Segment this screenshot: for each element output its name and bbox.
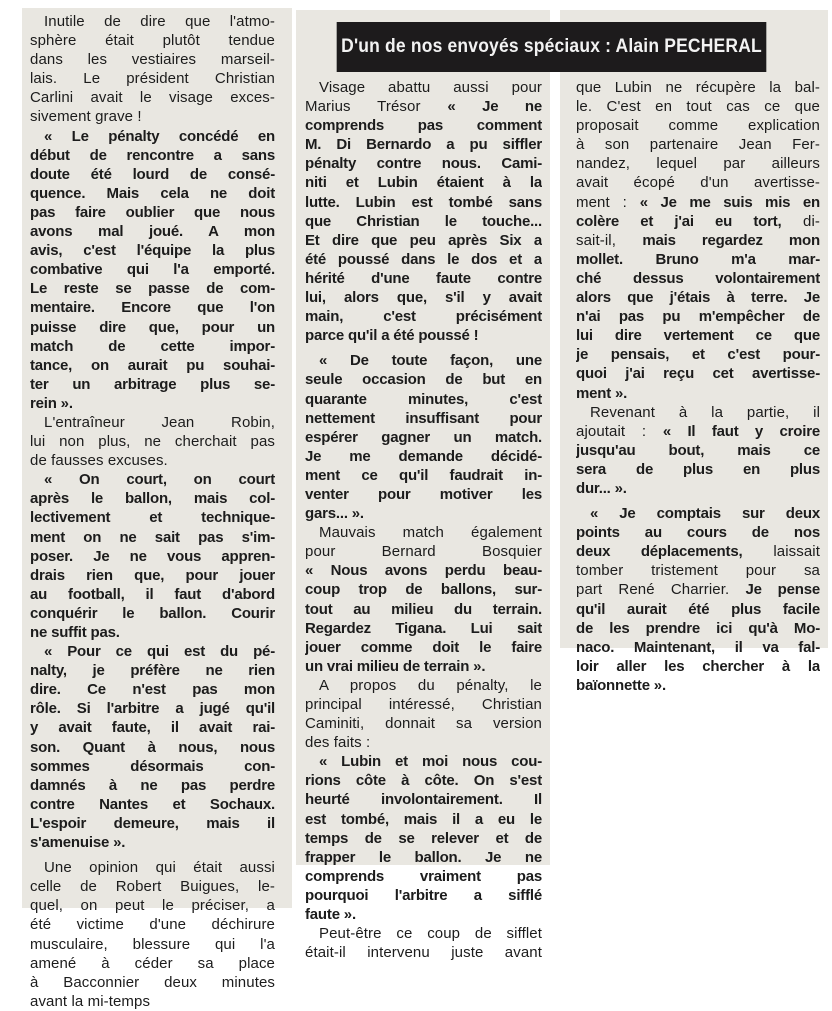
text-line: que Lubin ne récupère la bal- xyxy=(576,79,820,96)
text-segment: ment : xyxy=(576,193,640,211)
text-segment: Marius Trésor xyxy=(305,98,448,116)
text-line: était-il intervenu juste avant xyxy=(305,944,542,962)
text-line: ter un arbitrage plus se- xyxy=(30,375,275,393)
text-line: venter pour motiver les xyxy=(305,485,542,503)
text-line: pas faire oublier que nous xyxy=(30,203,275,221)
text-line xyxy=(305,97,542,116)
article-column-1 xyxy=(30,12,275,1011)
text-line: combative qui l'a emporté. xyxy=(30,261,275,279)
text-segment: di- xyxy=(781,212,820,230)
text-line: quoi j'ai reçu cet avertisse- xyxy=(576,365,820,383)
text-line: coup trop de ballons, sur- xyxy=(305,581,542,599)
text-line: musculaire, blessure qui l'a xyxy=(30,935,275,953)
text-line: doute été lourd de consé- xyxy=(30,165,275,183)
text-line: après le ballon, mais col- xyxy=(30,490,275,508)
text-line: quarante minutes, c'est xyxy=(305,390,542,408)
text-line: ment ». xyxy=(576,384,628,402)
text-line: jusqu'au bout, mais ce xyxy=(576,441,820,459)
text-line: quel, on peut le préciser, a xyxy=(30,897,275,915)
text-line: comprends vraiment pas xyxy=(305,867,542,885)
text-line: lui dire vertement ce que xyxy=(576,327,820,345)
text-line: s'amenuise ». xyxy=(30,834,126,852)
text-line: qu'il aurait été plus facile xyxy=(576,600,820,618)
text-line: « On court, on court xyxy=(44,471,275,489)
text-line: lais. Le président Christian xyxy=(30,70,275,88)
text-line: Inutile de dire que l'atmo- xyxy=(44,13,275,30)
text-line: tomber tristement pour sa xyxy=(576,562,820,580)
text-line: je pensais, et c'est pour- xyxy=(576,346,820,364)
text-line: jouer comme doit le faire xyxy=(305,638,542,656)
text-line: de les prendre ici qu'à Mo- xyxy=(576,619,820,637)
text-line: des faits : xyxy=(305,734,371,752)
text-line xyxy=(576,212,820,231)
text-line: tout au milieu du terrain. xyxy=(305,600,542,618)
text-line: avant la mi-temps xyxy=(30,992,151,1010)
text-line: naco. Maintenant, il va fal- xyxy=(576,638,820,656)
text-line: proposait comme explication xyxy=(576,117,820,135)
text-line: niti et Lubin étaient à la xyxy=(305,174,542,192)
text-line xyxy=(576,580,820,599)
text-line: match de cette impor- xyxy=(30,337,275,355)
text-segment: « Je me suis mis en xyxy=(639,193,820,211)
text-line: heurté involontairement. Il xyxy=(305,791,542,809)
text-line: au football, il faut d'abord xyxy=(30,585,275,603)
text-line: tance, on aurait pu souhai- xyxy=(30,356,275,374)
text-line: celle de Robert Buigues, le- xyxy=(30,878,275,896)
text-line: à son partenaire Jean Fer- xyxy=(576,136,820,154)
text-line xyxy=(576,193,820,212)
text-line: sera de plus en plus xyxy=(576,460,820,478)
text-line: avis, c'est l'équipe la plus xyxy=(30,242,275,260)
text-line: Caminiti, donnait sa version xyxy=(305,715,542,733)
text-line: points au cours de nos xyxy=(576,524,820,542)
text-line: Mauvais match également xyxy=(319,524,542,542)
text-segment: sait-il, xyxy=(576,231,643,249)
text-line: parce qu'il a été poussé ! xyxy=(305,327,479,345)
text-line: le. C'est en tout cas ce que xyxy=(576,98,820,116)
text-line: A propos du pénalty, le xyxy=(319,676,542,694)
text-line: Revenant à la partie, il xyxy=(590,403,820,421)
text-line: lectivement et technique- xyxy=(30,509,275,527)
text-line: temps de se relever et de xyxy=(305,829,542,847)
text-line: sivement grave ! xyxy=(30,108,142,126)
text-line: y avait faute, il avait rai- xyxy=(30,719,275,737)
text-line: mentaire. Encore que l'on xyxy=(30,299,275,317)
text-line: ne suffit pas. xyxy=(30,624,120,641)
text-line: nandez, lequel par ailleurs xyxy=(576,155,820,173)
text-line: Je me demande décidé- xyxy=(305,447,542,465)
text-line: « De toute façon, une xyxy=(319,352,542,370)
text-line: puisse dire que, pour un xyxy=(30,318,275,336)
text-line: seule occasion de but en xyxy=(305,371,542,389)
text-line: gars... ». xyxy=(305,505,364,523)
text-segment: deux déplacements, xyxy=(576,543,743,561)
text-segment: colère et j'ai eu tort, xyxy=(576,212,782,230)
text-line: frapper le ballon. Je ne xyxy=(305,848,542,866)
text-segment: « Il faut y croire xyxy=(662,422,820,440)
text-line: faute ». xyxy=(305,906,356,924)
text-line: conquérir le ballon. Courir xyxy=(30,604,275,622)
text-line: dans les vestiaires marseil- xyxy=(30,51,275,69)
text-segment: Je pense xyxy=(745,581,820,599)
text-line: Regardez Tigana. Lui sait xyxy=(305,619,542,637)
text-line: Carlini avait le visage exces- xyxy=(30,89,275,107)
text-line: « Je comptais sur deux xyxy=(590,505,820,523)
text-line: drais rien que, pour jouer xyxy=(30,566,275,584)
text-line: main, c'est précisément xyxy=(305,308,542,326)
text-segment: « Je ne xyxy=(447,98,542,116)
text-line: avons mal joué. A mon xyxy=(30,223,275,241)
text-line: amené à céder sa place xyxy=(30,954,275,972)
text-line: « Le pénalty concédé en xyxy=(44,127,275,145)
text-line: lui non plus, ne cherchait pas xyxy=(30,433,275,451)
text-line: nettement insuffisant pour xyxy=(305,409,542,427)
text-line: principal intéressé, Christian xyxy=(305,696,542,713)
text-line: M. Di Bernardo a pu siffler xyxy=(305,136,542,154)
text-line: à Bacconnier deux minutes xyxy=(30,973,275,991)
text-line: pourquoi l'arbitre a sifflé xyxy=(305,886,542,904)
text-segment: part René Charrier. xyxy=(576,581,746,599)
text-line xyxy=(576,422,820,441)
text-line: Et dire que peu après Six a xyxy=(305,231,542,249)
text-line: Le reste se passe de com- xyxy=(30,280,275,298)
article-column-2 xyxy=(305,78,542,962)
text-line: Visage abattu aussi pour xyxy=(319,79,542,96)
text-line: rôle. Si l'arbitre a jugé qu'il xyxy=(30,700,275,718)
text-line: dire. Ce n'est pas mon xyxy=(30,681,275,699)
text-line: ment on ne sait pas s'im- xyxy=(30,528,275,546)
article-column-3 xyxy=(576,78,820,695)
text-line: mollet. Bruno m'a mar- xyxy=(576,250,820,268)
text-segment: laissait xyxy=(742,543,820,561)
text-line xyxy=(576,231,820,250)
text-line: L'espoir demeure, mais il xyxy=(30,814,275,832)
text-line: son. Quant à nous, nous xyxy=(30,738,275,756)
text-line: loir aller les chercher à la xyxy=(576,657,820,675)
text-line: alors que j'étais à terre. Je xyxy=(576,289,820,307)
text-line: été poussé dans le dos et a xyxy=(305,250,542,268)
text-line: lui, alors que, s'il y avait xyxy=(305,289,542,307)
text-line: un vrai milieu de terrain ». xyxy=(305,657,486,675)
text-line: contre Nantes et Sochaux. xyxy=(30,795,275,813)
text-line: ché dessus volontairement xyxy=(576,269,820,287)
text-line: « Lubin et moi nous cou- xyxy=(319,753,542,771)
text-line: comprends pas comment xyxy=(305,117,542,135)
text-line: baïonnette ». xyxy=(576,676,666,694)
text-line: hérité d'une faute contre xyxy=(305,269,542,287)
text-line: est tombé, mais il a eu le xyxy=(305,810,542,828)
text-segment: ajoutait : xyxy=(576,422,663,440)
text-line: Une opinion qui était aussi xyxy=(44,859,275,877)
text-line: nalty, je préfère ne rien xyxy=(30,662,275,680)
text-line: pour Bernard Bosquier xyxy=(305,543,542,561)
text-line: rein ». xyxy=(30,394,73,412)
text-line: rions côte à côte. On s'est xyxy=(305,772,542,790)
text-line: « Nous avons perdu beau- xyxy=(305,562,542,580)
text-line: de fausses excuses. xyxy=(30,452,168,470)
text-line: L'entraîneur Jean Robin, xyxy=(44,413,275,431)
text-line: début de rencontre a sans xyxy=(30,146,275,164)
text-line: espérer gagner un match. xyxy=(305,428,542,446)
text-line: dur... ». xyxy=(576,479,627,497)
text-line xyxy=(576,542,820,561)
text-line: été victime d'une déchirure xyxy=(30,916,275,934)
text-line: sphère était plutôt tendue xyxy=(30,32,275,50)
text-line: sommes désormais con- xyxy=(30,757,275,775)
text-line: Peut-être ce coup de sifflet xyxy=(319,925,542,943)
text-line: lutte. Lubin est tombé sans xyxy=(305,193,542,211)
text-line: damnés à ne pas perdre xyxy=(30,776,275,794)
byline-banner: D'un de nos envoyés spéciaux : Alain PECHERAL xyxy=(337,22,767,72)
text-line: « Pour ce qui est du pé- xyxy=(44,643,275,661)
text-line: avait écopé d'un avertisse- xyxy=(576,174,820,192)
text-line: que Christian le touche... xyxy=(305,212,542,230)
text-line: n'ai pas pu m'empêcher de xyxy=(576,308,820,326)
text-line: ment ce qu'il faudrait in- xyxy=(305,466,542,484)
text-line: pénalty contre nous. Cami- xyxy=(305,155,542,173)
text-line: quence. Mais cela ne doit xyxy=(30,184,275,202)
text-segment: mais regardez mon xyxy=(642,231,820,249)
text-line: poser. Je ne vous appren- xyxy=(30,547,275,565)
